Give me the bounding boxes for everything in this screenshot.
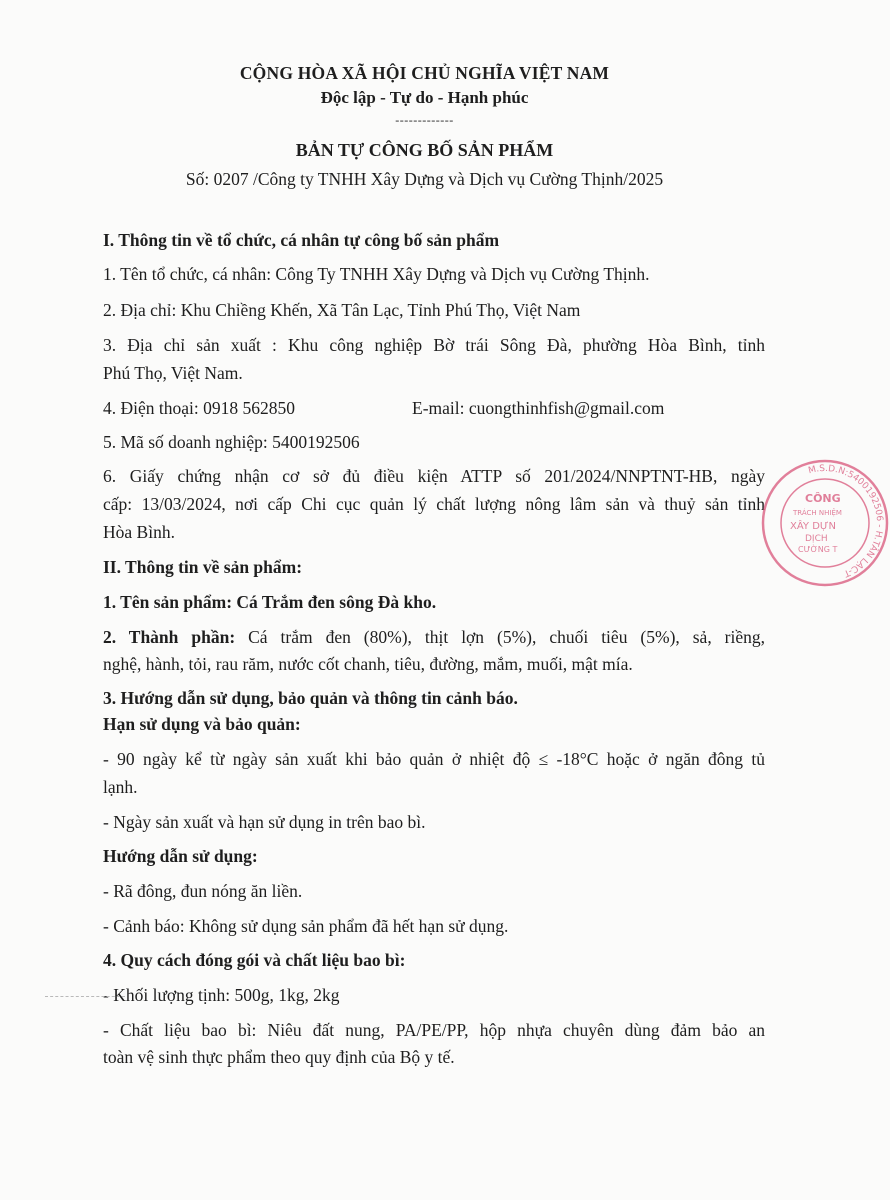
phone-number: 4. Điện thoại: 0918 562850 [103, 398, 295, 418]
packaging-heading: 4. Quy cách đóng gói và chất liệu bao bì: [103, 950, 406, 970]
company-seal [760, 458, 890, 588]
seal-outer-text: M.S.D.N:5400192506 - H.TÂN LẠC-T [807, 463, 885, 579]
document-title: BẢN TỰ CÔNG BỐ SẢN PHẨM [295, 140, 554, 160]
ingredients-line-2: nghệ, hành, tỏi, rau răm, nước cốt chanh, tiêu, đường, mắm, muối, mật mía. [103, 654, 633, 674]
seal-line-5: CƯỜNG T [798, 545, 838, 554]
warning-note: - Cảnh báo: Không sử dụng sản phẩm đã hết hạn sử dụng. [103, 916, 509, 936]
ingredients-line-1 [103, 627, 765, 648]
certificate-line-1: 6. Giấy chứng nhận cơ sở đủ điều kiện ATTP số 201/2024/NNPTNT-HB, ngày [103, 466, 765, 486]
usage-heading: 3. Hướng dẫn sử dụng, bảo quản và thông tin cảnh báo. [103, 688, 518, 708]
production-address-line-1: 3. Địa chỉ sản xuất : Khu công nghiệp Bờ trái Sông Đà, phường Hòa Bình, tỉnh [103, 335, 765, 355]
seal-line-3: XÂY DỰN [790, 521, 836, 532]
section-1-heading: I. Thông tin về tổ chức, cá nhân tự công bố sản phẩm [103, 230, 500, 250]
org-name: 1. Tên tổ chức, cá nhân: Công Ty TNHH Xây Dựng và Dịch vụ Cường Thịnh. [103, 264, 650, 284]
section-2-heading: II. Thông tin về sản phẩm: [103, 557, 303, 577]
product-name: 1. Tên sản phẩm: Cá Trắm đen sông Đà kho. [103, 592, 437, 612]
packaging-material-line-1: - Chất liệu bao bì: Niêu đất nung, PA/PE/PP, hộp nhựa chuyên dùng đảm bảo an [103, 1020, 765, 1040]
seal-line-4: DỊCH [805, 534, 828, 544]
scan-mark [45, 996, 125, 999]
national-name: CỘNG HÒA XÃ HỘI CHỦ NGHĨA VIỆT NAM [239, 63, 610, 83]
seal-line-1: CÔNG [805, 492, 841, 505]
email-address: E-mail: cuongthinhfish@gmail.com [412, 398, 665, 418]
national-motto: Độc lập - Tự do - Hạnh phúc [320, 88, 529, 107]
production-address-line-2: Phú Thọ, Việt Nam. [103, 363, 243, 383]
header-separator: ------------- [395, 113, 454, 127]
document-number: Số: 0207 /Công ty TNHH Xây Dựng và Dịch vụ Cường Thịnh/2025 [185, 169, 664, 189]
certificate-line-2: cấp: 13/03/2024, nơi cấp Chi cục quản lý chất lượng nông lâm sản và thuỷ sản tỉnh [103, 494, 765, 514]
shelf-life-line-1: - 90 ngày kể từ ngày sản xuất khi bảo quản ở nhiệt độ ≤ -18°C hoặc ở ngăn đông tủ [103, 749, 765, 769]
usage-instruction: - Rã đông, đun nóng ăn liền. [103, 881, 303, 901]
seal-line-2: TRÁCH NHIỆM [793, 509, 842, 517]
packaging-material-line-2: toàn vệ sinh thực phẩm theo quy định của Bộ y tế. [103, 1047, 455, 1067]
certificate-line-3: Hòa Bình. [103, 522, 175, 542]
org-address: 2. Địa chỉ: Khu Chiềng Khến, Xã Tân Lạc, Tỉnh Phú Thọ, Việt Nam [103, 300, 581, 320]
shelf-life-line-2: lạnh. [103, 777, 138, 797]
ingredients-list: Cá trắm đen (80%), thịt lợn (5%), chuối tiêu (5%), sả, riềng, [235, 627, 765, 647]
business-code: 5. Mã số doanh nghiệp: 5400192506 [103, 432, 360, 452]
date-printed-note: - Ngày sản xuất và hạn sử dụng in trên bao bì. [103, 812, 426, 832]
shelf-life-heading: Hạn sử dụng và bảo quản: [103, 714, 301, 734]
usage-instructions-heading: Hướng dẫn sử dụng: [103, 846, 258, 866]
net-weight: - Khối lượng tịnh: 500g, 1kg, 2kg [103, 985, 340, 1005]
ingredients-label: 2. Thành phần: [103, 627, 236, 647]
